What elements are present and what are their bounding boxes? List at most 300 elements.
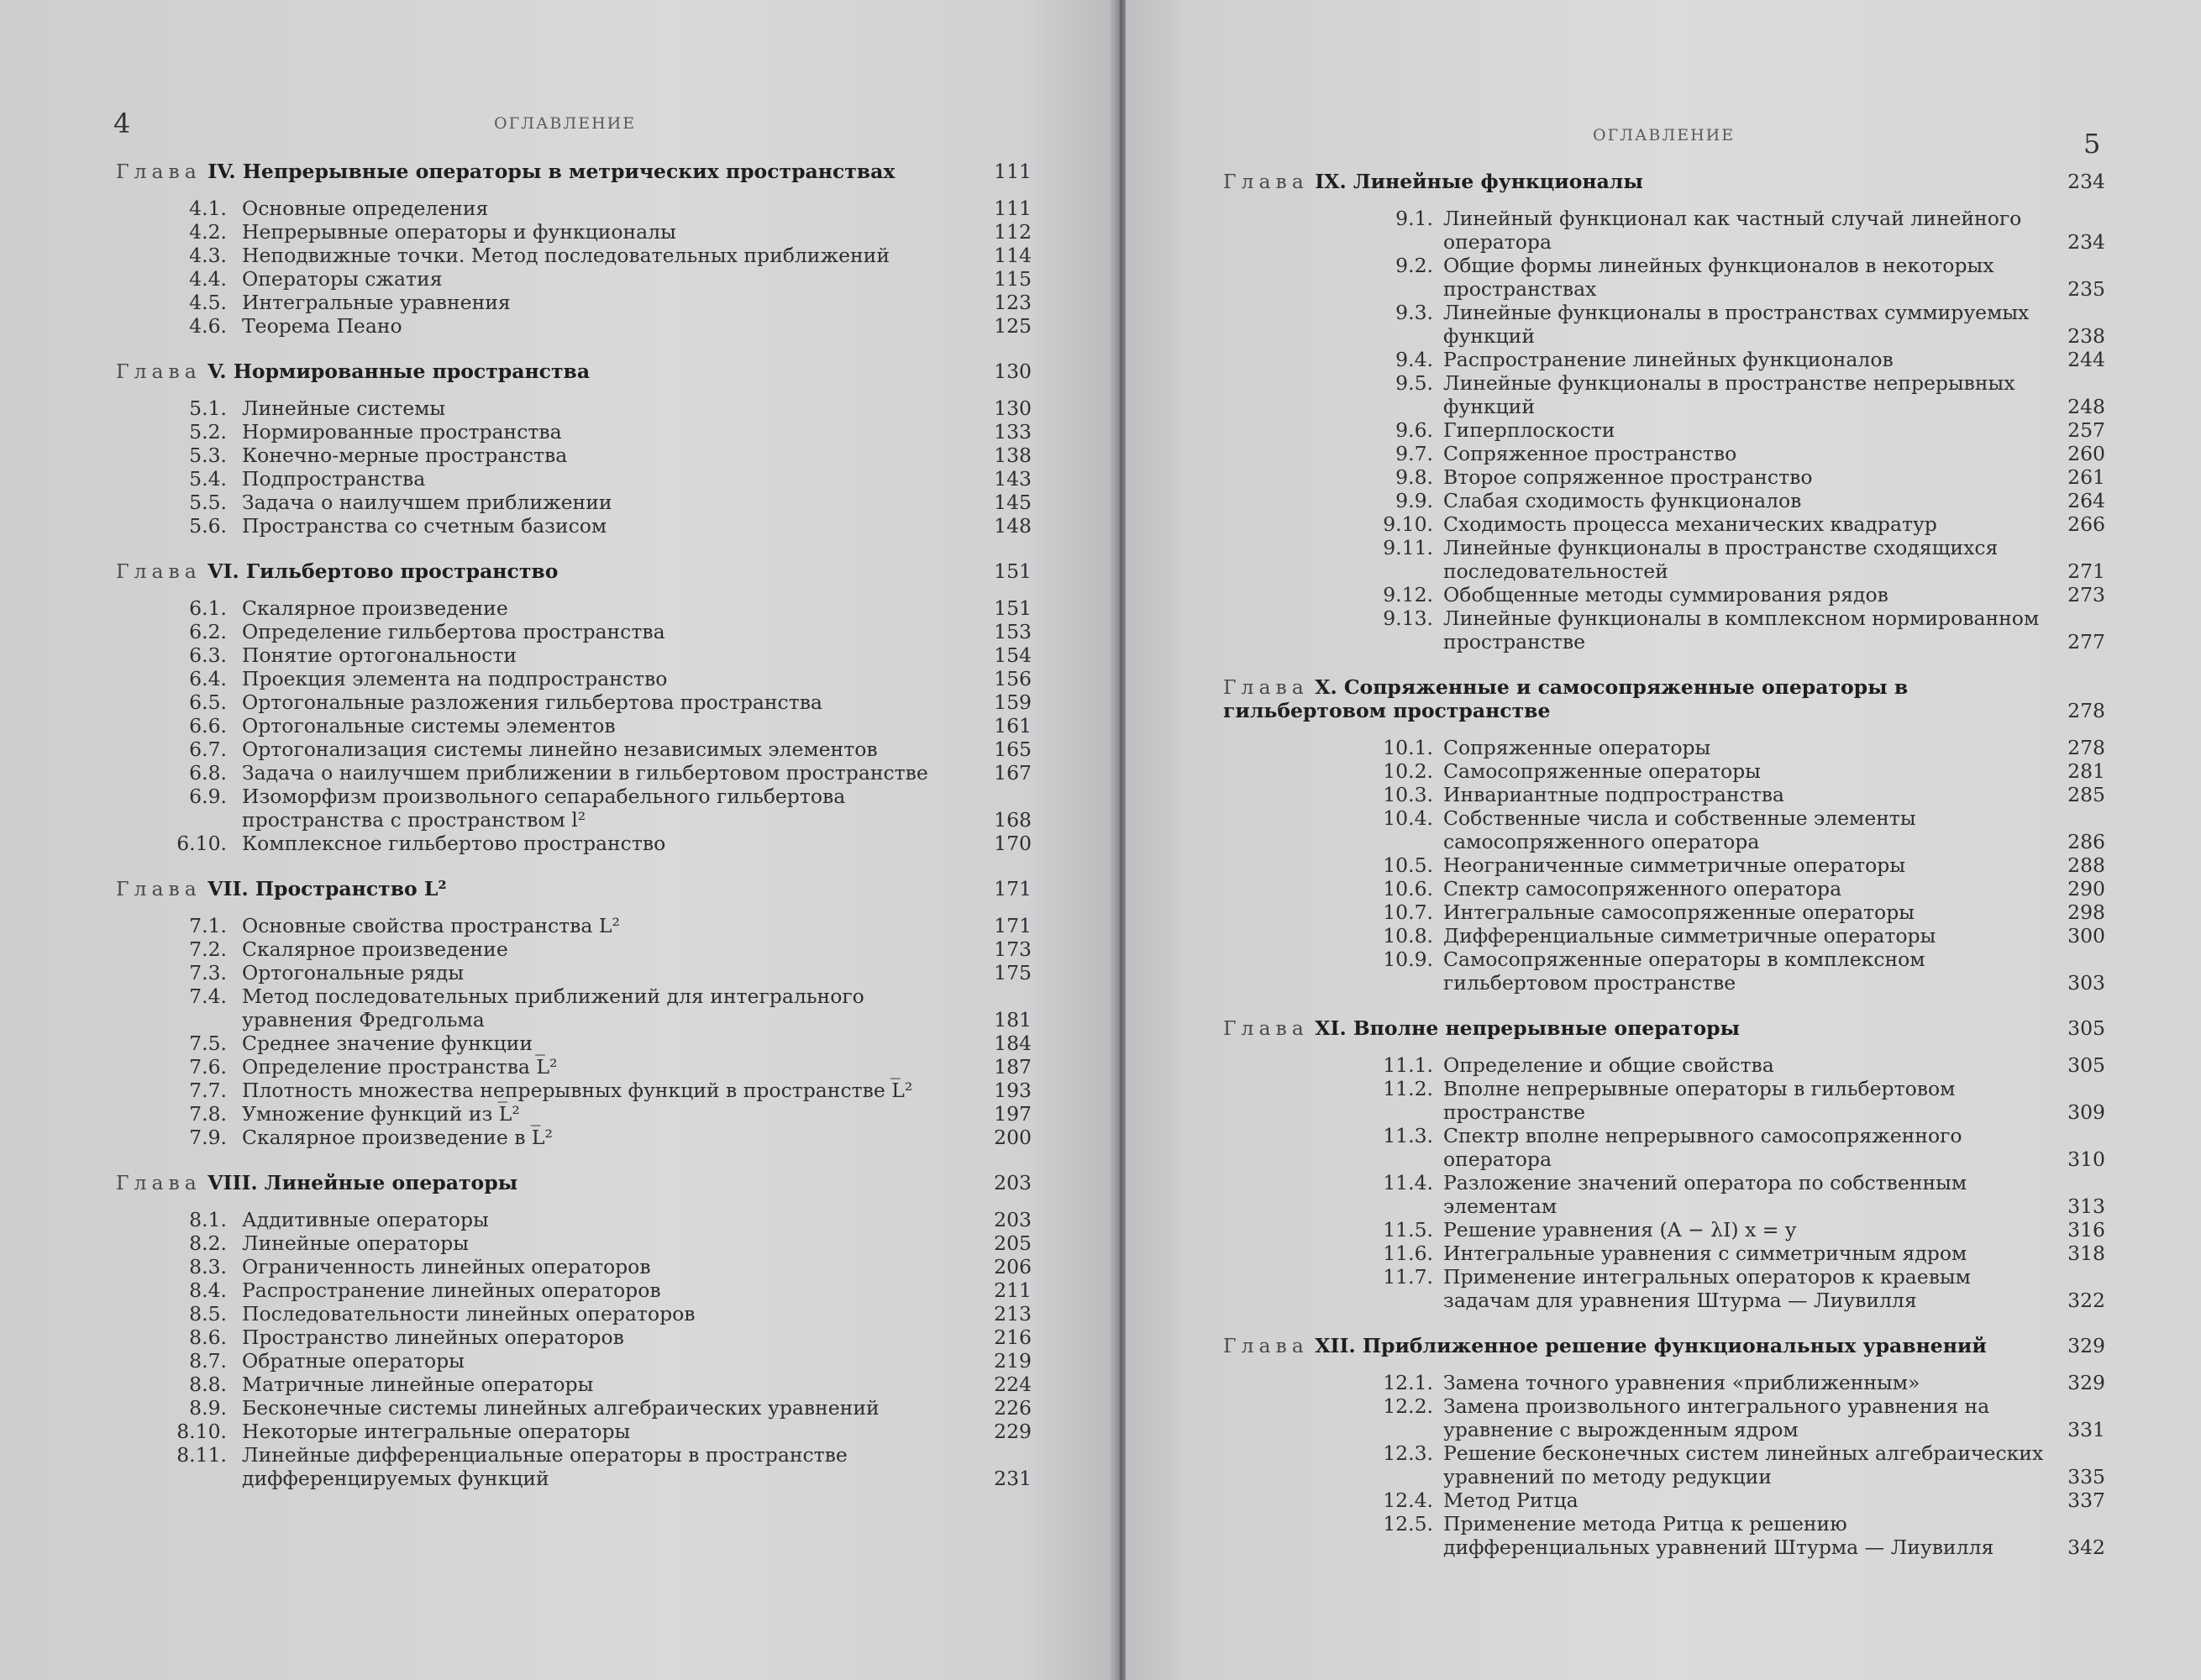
- section-page: 277: [2067, 630, 2105, 654]
- section-number: 6.7.: [189, 738, 227, 761]
- section-title: Слабая сходимость функционалов: [1443, 489, 1802, 512]
- chapter-page: 171: [994, 877, 1032, 900]
- section-number: 4.5.: [189, 291, 227, 314]
- section-number: 6.6.: [189, 714, 227, 738]
- chapter-title: VI. Гильбертово пространство: [207, 559, 559, 583]
- section-number: 4.3.: [189, 244, 227, 267]
- chapter-title: XI. Вполне непрерывные операторы: [1315, 1016, 1741, 1040]
- chapter-label: Глава: [1223, 675, 1309, 699]
- toc-entry: [116, 197, 1032, 220]
- section-number: 9.9.: [1395, 489, 1433, 512]
- running-head: ОГЛАВЛЕНИЕ: [1593, 126, 1736, 144]
- section-number: 8.1.: [189, 1208, 227, 1231]
- section-number: 10.8.: [1383, 924, 1433, 948]
- section-number: 12.3.: [1383, 1441, 1433, 1465]
- section-page: 206: [994, 1255, 1032, 1278]
- toc-entry: [116, 690, 1032, 714]
- toc-entry: [1223, 442, 2105, 465]
- section-number: 8.5.: [189, 1302, 227, 1326]
- toc-entry: [116, 785, 1032, 832]
- toc-entry: [1223, 900, 2105, 924]
- chapter-page: 151: [994, 559, 1032, 583]
- section-title: Бесконечные системы линейных алгебраических уравнений: [242, 1396, 880, 1420]
- toc-entry: [1223, 418, 2105, 442]
- section-number: 9.1.: [1395, 207, 1433, 230]
- section-number: 7.7.: [189, 1079, 227, 1102]
- chapter-page: 329: [2067, 1334, 2105, 1357]
- section-number: 8.8.: [189, 1373, 227, 1396]
- section-title: Сходимость процесса механических квадратур: [1443, 512, 1937, 536]
- toc-entry: [1223, 1371, 2105, 1394]
- section-page: 234: [2067, 230, 2105, 254]
- toc-entry: [116, 1102, 1032, 1126]
- section-number: 9.8.: [1395, 465, 1433, 489]
- section-number: 11.1.: [1383, 1053, 1433, 1077]
- toc-entry: [116, 314, 1032, 338]
- toc-entry: [1223, 371, 2105, 418]
- section-page: 331: [2067, 1418, 2105, 1441]
- toc-entry: [1223, 1488, 2105, 1512]
- section-number: 8.6.: [189, 1326, 227, 1349]
- section-page: 197: [994, 1102, 1032, 1126]
- toc-entry: [116, 420, 1032, 444]
- section-title: Линейные операторы: [242, 1231, 469, 1255]
- toc-entry: [116, 1079, 1032, 1102]
- section-number: 12.5.: [1383, 1512, 1433, 1536]
- section-number: 9.2.: [1395, 254, 1433, 277]
- section-number: 7.1.: [189, 914, 227, 937]
- section-page: 257: [2067, 418, 2105, 442]
- section-number: 11.7.: [1383, 1265, 1433, 1289]
- section-title: Интегральные уравнения: [242, 291, 511, 314]
- section-title: Сопряженное пространство: [1443, 442, 1737, 465]
- section-page: 285: [2067, 783, 2105, 806]
- section-number: 9.10.: [1383, 512, 1433, 536]
- toc-entry: [116, 832, 1032, 855]
- section-page: 200: [994, 1126, 1032, 1149]
- chapter-title: VIII. Линейные операторы: [207, 1171, 518, 1194]
- section-title: Сопряженные операторы: [1443, 736, 1711, 759]
- section-number: 8.7.: [189, 1349, 227, 1373]
- section-page: 219: [994, 1349, 1032, 1373]
- section-number: 9.7.: [1395, 442, 1433, 465]
- section-number: 9.5.: [1395, 371, 1433, 395]
- section-page: 235: [2067, 277, 2105, 301]
- section-title: Аддитивные операторы: [242, 1208, 489, 1231]
- section-number: 8.4.: [189, 1278, 227, 1302]
- toc-entry: [1223, 301, 2105, 348]
- section-title: Плотность множества непрерывных функций в пространстве L̅²: [242, 1079, 913, 1102]
- section-page: 342: [2067, 1536, 2105, 1559]
- section-page: 316: [2067, 1218, 2105, 1242]
- chapter-title: IX. Линейные функционалы: [1315, 170, 1643, 193]
- section-page: 318: [2067, 1242, 2105, 1265]
- section-page: 288: [2067, 853, 2105, 877]
- section-number: 12.1.: [1383, 1371, 1433, 1394]
- chapter-label: Глава: [116, 877, 202, 900]
- toc-entry: [1223, 1053, 2105, 1077]
- chapter-title: VII. Пространство L²: [207, 877, 447, 900]
- toc-entry: [116, 1326, 1032, 1349]
- section-title: Линейные функционалы в пространствах суммируемых функций: [1443, 301, 2030, 348]
- chapter-heading: [116, 1171, 1032, 1194]
- page-number: 4: [113, 108, 131, 139]
- section-number: 7.4.: [189, 984, 227, 1008]
- section-title: Гиперплоскости: [1443, 418, 1615, 442]
- section-title: Собственные числа и собственные элементы самосопряженного оператора: [1443, 806, 1916, 853]
- chapter-page: 111: [994, 160, 1032, 183]
- section-title: Некоторые интегральные операторы: [242, 1420, 631, 1443]
- section-title: Скалярное произведение: [242, 596, 508, 620]
- chapter-label: Глава: [116, 360, 202, 383]
- chapter-page: 203: [994, 1171, 1032, 1194]
- section-page: 216: [994, 1326, 1032, 1349]
- section-title: Ортогональные ряды: [242, 961, 465, 984]
- chapter-label: Глава: [116, 160, 202, 183]
- section-number: 5.6.: [189, 514, 227, 538]
- section-title: Непрерывные операторы и функционалы: [242, 220, 676, 244]
- section-page: 112: [994, 220, 1032, 244]
- section-title: Определение пространства L̅²: [242, 1055, 558, 1079]
- chapter-heading: [1223, 1016, 2105, 1040]
- toc-entry: [116, 1302, 1032, 1326]
- section-number: 7.2.: [189, 937, 227, 961]
- section-title: Распространение линейных операторов: [242, 1278, 661, 1302]
- toc-entry: [116, 244, 1032, 267]
- section-number: 6.9.: [189, 785, 227, 808]
- toc-entry: [116, 596, 1032, 620]
- section-page: 278: [2067, 736, 2105, 759]
- chapter-page: 278: [2067, 699, 2105, 722]
- section-number: 12.4.: [1383, 1488, 1433, 1512]
- section-title: Общие формы линейных функционалов в некоторых пространствах: [1443, 254, 1994, 301]
- section-page: 130: [994, 396, 1032, 420]
- section-page: 143: [994, 467, 1032, 491]
- section-title: Изоморфизм произвольного сепарабельного гильбертова пространства с пространством l²: [242, 785, 846, 832]
- toc-entry: [1223, 853, 2105, 877]
- section-page: 329: [2067, 1371, 2105, 1394]
- section-number: 10.3.: [1383, 783, 1433, 806]
- toc-entry: [116, 396, 1032, 420]
- section-page: 273: [2067, 583, 2105, 606]
- section-number: 9.11.: [1383, 536, 1433, 559]
- section-number: 7.8.: [189, 1102, 227, 1126]
- toc-entry: [116, 1278, 1032, 1302]
- section-number: 5.1.: [189, 396, 227, 420]
- toc-entry: [116, 291, 1032, 314]
- section-number: 10.1.: [1383, 736, 1433, 759]
- toc-entry: [116, 444, 1032, 467]
- section-title: Комплексное гильбертово пространство: [242, 832, 666, 855]
- chapter-title: XII. Приближенное решение функциональных уравнений: [1315, 1334, 1987, 1357]
- chapter-label: Глава: [116, 559, 202, 583]
- toc-entry: [1223, 512, 2105, 536]
- toc-entry: [1223, 736, 2105, 759]
- section-number: 8.3.: [189, 1255, 227, 1278]
- section-page: 156: [994, 667, 1032, 690]
- toc-entry: [1223, 1441, 2105, 1488]
- section-page: 313: [2067, 1194, 2105, 1218]
- section-page: 170: [994, 832, 1032, 855]
- chapter-title: IV. Непрерывные операторы в метрических пространствах: [207, 160, 896, 183]
- section-page: 248: [2067, 395, 2105, 418]
- section-title: Интегральные самосопряженные операторы: [1443, 900, 1915, 924]
- section-title: Интегральные уравнения с симметричным ядром: [1443, 1242, 1967, 1265]
- section-title: Пространство линейных операторов: [242, 1326, 624, 1349]
- section-page: 261: [2067, 465, 2105, 489]
- chapter-title: X. Сопряженные и самосопряженные операторы в гильбертовом пространстве: [1223, 675, 1909, 722]
- section-title: Обратные операторы: [242, 1349, 465, 1373]
- chapter-label: Глава: [1223, 1334, 1309, 1357]
- section-title: Второе сопряженное пространство: [1443, 465, 1813, 489]
- chapter-label: Глава: [1223, 1016, 1309, 1040]
- section-title: Матричные линейные операторы: [242, 1373, 594, 1396]
- section-title: Разложение значений оператора по собственным элементам: [1443, 1171, 1967, 1218]
- toc-entry: [116, 961, 1032, 984]
- section-page: 224: [994, 1373, 1032, 1396]
- section-title: Линейные функционалы в комплексном нормированном пространстве: [1443, 606, 2040, 654]
- toc-entry: [1223, 1242, 2105, 1265]
- section-title: Определение и общие свойства: [1443, 1053, 1774, 1077]
- toc-entry: [116, 467, 1032, 491]
- chapter-heading: [1223, 170, 2105, 193]
- section-number: 11.4.: [1383, 1171, 1433, 1194]
- section-page: 171: [994, 914, 1032, 937]
- section-number: 7.6.: [189, 1055, 227, 1079]
- section-title: Основные свойства пространства L²: [242, 914, 620, 937]
- section-number: 9.3.: [1395, 301, 1433, 324]
- section-title: Неподвижные точки. Метод последовательных приближений: [242, 244, 890, 267]
- toc-entry: [116, 1208, 1032, 1231]
- right-page: [1126, 0, 2201, 1680]
- section-page: 153: [994, 620, 1032, 643]
- toc-entry: [116, 267, 1032, 291]
- section-page: 114: [994, 244, 1032, 267]
- section-page: 111: [994, 197, 1032, 220]
- section-number: 9.12.: [1383, 583, 1433, 606]
- toc-entry: [1223, 583, 2105, 606]
- section-page: 238: [2067, 324, 2105, 348]
- chapter-heading: [116, 160, 1032, 183]
- section-number: 6.2.: [189, 620, 227, 643]
- toc-entry: [1223, 948, 2105, 995]
- section-number: 8.2.: [189, 1231, 227, 1255]
- section-title: Инвариантные подпространства: [1443, 783, 1784, 806]
- section-title: Нормированные пространства: [242, 420, 562, 444]
- section-number: 4.2.: [189, 220, 227, 244]
- toc-entry: [116, 1032, 1032, 1055]
- section-title: Последовательности линейных операторов: [242, 1302, 696, 1326]
- section-title: Неограниченные симметричные операторы: [1443, 853, 1906, 877]
- section-number: 10.4.: [1383, 806, 1433, 830]
- toc-entry: [1223, 783, 2105, 806]
- section-page: 271: [2067, 559, 2105, 583]
- section-title: Ортогональные разложения гильбертова пространства: [242, 690, 822, 714]
- toc-entry: [116, 643, 1032, 667]
- section-number: 10.6.: [1383, 877, 1433, 900]
- section-number: 10.5.: [1383, 853, 1433, 877]
- toc-entry: [1223, 1265, 2105, 1312]
- section-number: 9.4.: [1395, 348, 1433, 371]
- section-title: Замена произвольного интегрального уравнения на уравнение с вырожденным ядром: [1443, 1394, 1990, 1441]
- section-title: Скалярное произведение в L̅²: [242, 1126, 553, 1149]
- toc-entry: [1223, 806, 2105, 853]
- toc-entry: [116, 914, 1032, 937]
- chapter-heading: [1223, 1334, 2105, 1357]
- section-page: 145: [994, 491, 1032, 514]
- chapter-page: 130: [994, 360, 1032, 383]
- section-number: 8.10.: [176, 1420, 227, 1443]
- section-page: 123: [994, 291, 1032, 314]
- section-number: 10.7.: [1383, 900, 1433, 924]
- section-page: 260: [2067, 442, 2105, 465]
- toc-entry: [1223, 1394, 2105, 1441]
- section-page: 244: [2067, 348, 2105, 371]
- toc-entry: [116, 1126, 1032, 1149]
- toc-entry: [116, 1255, 1032, 1278]
- section-title: Линейные системы: [242, 396, 446, 420]
- section-page: 175: [994, 961, 1032, 984]
- section-title: Среднее значение функции: [242, 1032, 533, 1055]
- section-page: 281: [2067, 759, 2105, 783]
- page-number: 5: [2083, 128, 2101, 160]
- section-number: 9.6.: [1395, 418, 1433, 442]
- section-number: 5.4.: [189, 467, 227, 491]
- section-title: Дифференциальные симметричные операторы: [1443, 924, 1936, 948]
- toc-entry: [116, 1349, 1032, 1373]
- section-page: 125: [994, 314, 1032, 338]
- section-number: 6.1.: [189, 596, 227, 620]
- toc-entry: [1223, 536, 2105, 583]
- toc-entry: [1223, 606, 2105, 654]
- section-page: 337: [2067, 1488, 2105, 1512]
- toc-entry: [1223, 1124, 2105, 1171]
- section-page: 213: [994, 1302, 1032, 1326]
- section-title: Ограниченность линейных операторов: [242, 1255, 651, 1278]
- chapter-heading: [116, 559, 1032, 583]
- section-title: Применение интегральных операторов к краевым задачам для уравнения Штурма — Лиувилля: [1443, 1265, 1971, 1312]
- section-title: Самосопряженные операторы: [1443, 759, 1761, 783]
- section-page: 133: [994, 420, 1032, 444]
- section-page: 322: [2067, 1289, 2105, 1312]
- section-title: Понятие ортогональности: [242, 643, 517, 667]
- section-page: 193: [994, 1079, 1032, 1102]
- toc-entry: [116, 937, 1032, 961]
- section-title: Распространение линейных функционалов: [1443, 348, 1894, 371]
- toc-entry: [1223, 207, 2105, 254]
- section-page: 184: [994, 1032, 1032, 1055]
- section-number: 5.2.: [189, 420, 227, 444]
- toc-entry: [1223, 1218, 2105, 1242]
- section-title: Задача о наилучшем приближении в гильбертовом пространстве: [242, 761, 928, 785]
- toc-entry: [1223, 1077, 2105, 1124]
- section-page: 181: [994, 1008, 1032, 1032]
- section-title: Проекция элемента на подпространство: [242, 667, 668, 690]
- section-page: 203: [994, 1208, 1032, 1231]
- section-page: 167: [994, 761, 1032, 785]
- section-title: Ортогонализация системы линейно независимых элементов: [242, 738, 878, 761]
- section-page: 115: [994, 267, 1032, 291]
- section-page: 309: [2067, 1100, 2105, 1124]
- toc-entry: [116, 1231, 1032, 1255]
- section-title: Замена точного уравнения «приближенным»: [1443, 1371, 1920, 1394]
- toc-left: [116, 160, 1032, 1490]
- section-page: 187: [994, 1055, 1032, 1079]
- toc-entry: [1223, 348, 2105, 371]
- section-title: Задача о наилучшем приближении: [242, 491, 612, 514]
- section-page: 229: [994, 1420, 1032, 1443]
- section-page: 168: [994, 808, 1032, 832]
- toc-entry: [1223, 759, 2105, 783]
- section-page: 266: [2067, 512, 2105, 536]
- section-number: 6.4.: [189, 667, 227, 690]
- section-title: Линейные функционалы в пространстве сходящихся последовательностей: [1443, 536, 1999, 583]
- section-page: 159: [994, 690, 1032, 714]
- section-number: 11.2.: [1383, 1077, 1433, 1100]
- toc-entry: [1223, 489, 2105, 512]
- section-title: Подпространства: [242, 467, 426, 491]
- section-page: 303: [2067, 971, 2105, 995]
- section-page: 173: [994, 937, 1032, 961]
- section-number: 10.9.: [1383, 948, 1433, 971]
- section-title: Спектр вполне непрерывного самосопряженного оператора: [1443, 1124, 1962, 1171]
- section-number: 7.3.: [189, 961, 227, 984]
- section-number: 10.2.: [1383, 759, 1433, 783]
- section-page: 154: [994, 643, 1032, 667]
- section-title: Линейные функционалы в пространстве непрерывных функций: [1443, 371, 2015, 418]
- section-page: 298: [2067, 900, 2105, 924]
- toc-entry: [116, 491, 1032, 514]
- section-number: 6.10.: [176, 832, 227, 855]
- section-page: 161: [994, 714, 1032, 738]
- section-number: 11.3.: [1383, 1124, 1433, 1147]
- section-number: 8.11.: [176, 1443, 227, 1467]
- section-title: Пространства со счетным базисом: [242, 514, 607, 538]
- section-number: 11.5.: [1383, 1218, 1433, 1242]
- section-number: 9.13.: [1383, 606, 1433, 630]
- chapter-heading: [116, 360, 1032, 383]
- section-title: Теорема Пеано: [242, 314, 402, 338]
- section-page: 151: [994, 596, 1032, 620]
- toc-entry: [116, 1396, 1032, 1420]
- toc-entry: [1223, 254, 2105, 301]
- section-title: Решение бесконечных систем линейных алгебраических уравнений по методу редукции: [1443, 1441, 2044, 1488]
- section-page: 231: [994, 1467, 1032, 1490]
- toc-entry: [1223, 924, 2105, 948]
- section-page: 165: [994, 738, 1032, 761]
- chapter-heading: [116, 877, 1032, 900]
- section-title: Основные определения: [242, 197, 489, 220]
- chapter-label: Глава: [116, 1171, 202, 1194]
- section-number: 6.8.: [189, 761, 227, 785]
- toc-entry: [116, 984, 1032, 1032]
- section-page: 335: [2067, 1465, 2105, 1488]
- toc-entry: [116, 1373, 1032, 1396]
- section-page: 300: [2067, 924, 2105, 948]
- section-page: 205: [994, 1231, 1032, 1255]
- section-number: 6.5.: [189, 690, 227, 714]
- toc-entry: [116, 1420, 1032, 1443]
- toc-entry: [1223, 465, 2105, 489]
- section-title: Метод последовательных приближений для интегрального уравнения Фредгольма: [242, 984, 864, 1032]
- section-page: 286: [2067, 830, 2105, 853]
- toc-entry: [116, 667, 1032, 690]
- section-page: 305: [2067, 1053, 2105, 1077]
- toc-entry: [116, 514, 1032, 538]
- section-title: Спектр самосопряженного оператора: [1443, 877, 1842, 900]
- toc-entry: [1223, 1512, 2105, 1559]
- section-title: Умножение функций из L̅²: [242, 1102, 520, 1126]
